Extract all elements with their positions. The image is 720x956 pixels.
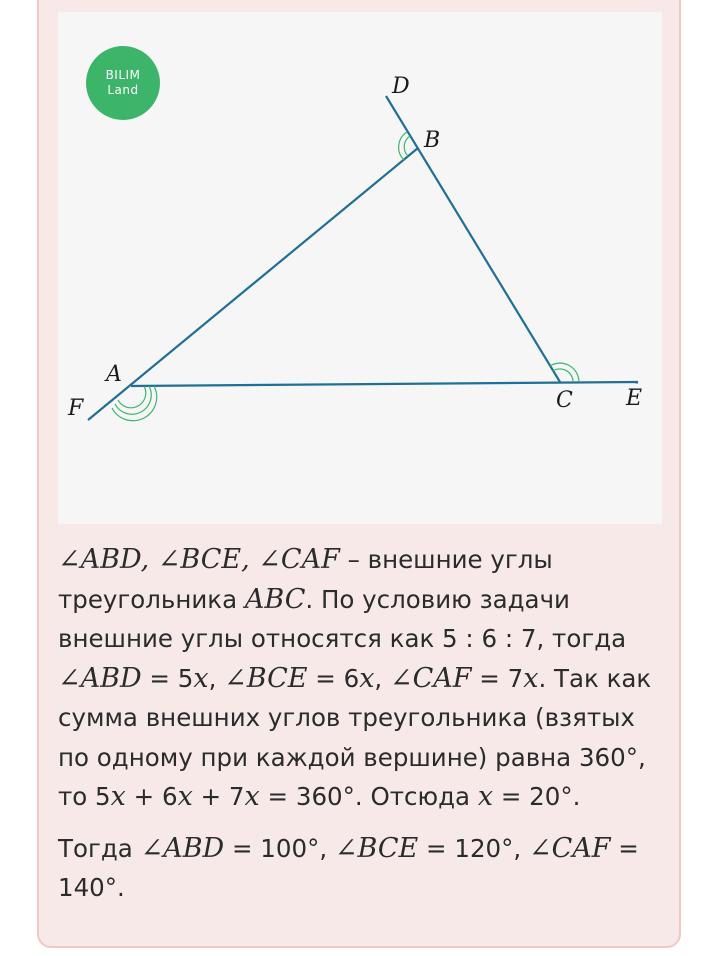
text: + 6 [125, 782, 178, 811]
math: ∠ABD [140, 832, 225, 864]
text: + 7 [192, 782, 245, 811]
point-label-f: F [68, 396, 84, 421]
math: x [193, 662, 209, 694]
arc-b2 [399, 132, 407, 160]
math: x [177, 781, 193, 812]
solution-text [58, 540, 668, 908]
solution-paragraph-1 [58, 540, 668, 817]
math: ∠BCE [334, 832, 419, 864]
point-label-e: E [626, 386, 643, 411]
line-cd [386, 96, 560, 382]
solution-paragraph-2 [58, 829, 668, 908]
text: , [208, 663, 225, 693]
math: ABC [244, 583, 306, 615]
math: ∠BCE [224, 662, 308, 694]
text: = 20°. [493, 782, 581, 811]
text: , [374, 663, 390, 693]
math: x [110, 781, 126, 812]
text: = 100°, [224, 833, 335, 863]
point-label-d: D [392, 74, 410, 99]
text: = 140°. [58, 833, 639, 902]
text: – внешние углы треугольника [58, 545, 553, 614]
arc-a1 [118, 386, 146, 408]
text: . Так как сумма внешних углов треугольника (взятых по одному при каждой вершине) равна 360°, то 5 [58, 663, 652, 811]
math: x [244, 781, 260, 812]
text: = 6 [307, 663, 360, 693]
text: = 120°, [418, 833, 529, 863]
arc-b1 [404, 136, 410, 156]
math: x [359, 662, 375, 694]
text: . По условию задачи внешние углы относятся как 5 : 6 : 7, тогда [58, 584, 627, 653]
line-ae [131, 382, 638, 386]
text: = 7 [471, 663, 524, 693]
math: ∠ABD [58, 662, 142, 694]
math: ∠CAF [528, 832, 611, 864]
math: ∠ABD, ∠BCE, ∠CAF [58, 544, 340, 575]
logo-line2: Land [107, 83, 139, 97]
point-label-a: A [106, 362, 122, 387]
text: Тогда [58, 833, 141, 863]
math: x [477, 781, 494, 812]
math: ∠CAF [390, 662, 472, 694]
logo-line1: BILIM [105, 68, 141, 82]
text: = 5 [141, 663, 194, 693]
line-fb [88, 148, 418, 420]
triangle-figure [58, 12, 662, 524]
text: = 360°. Отсюда [259, 782, 478, 811]
bilimland-logo [86, 46, 160, 120]
point-label-b: B [424, 128, 441, 153]
point-label-c: C [556, 388, 573, 413]
math: x [523, 662, 539, 694]
